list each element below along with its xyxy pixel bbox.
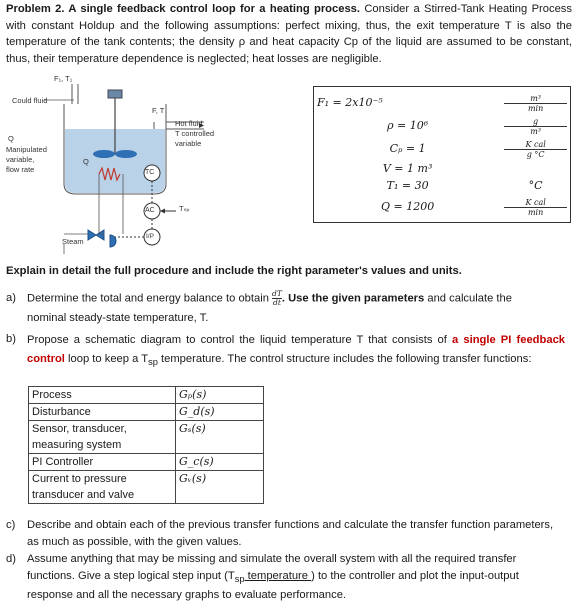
tf-name: PI Controller (29, 454, 176, 471)
hot-fluid-label: Hot fluid (175, 119, 203, 128)
param-heat: Q = 1200 (380, 200, 435, 214)
param-heat-capacity: Cₚ = 1 (389, 141, 426, 155)
manipulated-variable-label-2: variable, (6, 155, 35, 164)
param-row-density (314, 115, 570, 137)
tf-name: Process (29, 387, 176, 404)
instruction-text: Explain in detail the full procedure and include the right parameter's values and units. (6, 265, 462, 277)
controlled-variable-label-2: variable (175, 139, 202, 148)
tf-row (29, 421, 264, 454)
process-diagram (4, 74, 314, 254)
manipulated-variable-label-3: flow rate (6, 165, 35, 174)
tf-name: Current to pressure transducer and valve (29, 471, 176, 504)
tf-value: Gₚ(s) (176, 387, 264, 404)
tf-row (29, 454, 264, 471)
parameters-box (313, 86, 571, 223)
param-heat-capacity-unit: K cal g °C (501, 137, 570, 161)
parameters-table (314, 91, 570, 220)
tf-value: G_c(s) (176, 454, 264, 471)
problem-statement (6, 1, 572, 67)
param-density: ρ = 10⁶ (387, 118, 429, 132)
analyzer-controller-label: AC (145, 207, 155, 214)
problem-intro: Consider a Stirred-Tank Heating Process with constant Holdup and the following assumptions: perfect mixing, thus, the exit temperature T is also the temperature of the tank contents; the density ρ and heat capacity Cp of the liquid are assumed to be constant, thus, their temperature dependence is neglected; heat losses are negligible. (6, 3, 572, 65)
part-c-label: c) (6, 519, 16, 531)
param-row-heat-capacity (314, 137, 570, 161)
part-c-text: Describe and obtain each of the previous transfer functions and calculate the transfer function parameters, as much as possible, with the given values. (27, 519, 554, 548)
stirred-tank-diagram (4, 74, 314, 254)
param-row-inlet-temp (314, 178, 570, 196)
tf-row (29, 387, 264, 404)
temperature-controller-label: TC (145, 169, 155, 176)
setpoint-label: Tₛₚ (179, 204, 190, 213)
transfer-function-table (28, 386, 264, 504)
part-d-label: d) (6, 553, 16, 565)
param-volume: V = 1 m³ (382, 162, 433, 175)
tf-row (29, 471, 264, 504)
part-b-label: b) (6, 333, 16, 345)
param-heat-unit: K cal min (501, 196, 570, 220)
steam-label: Steam (62, 237, 84, 246)
param-density-unit: g m³ (501, 115, 570, 137)
param-flow: F₁ = 2x10⁻⁵ (317, 95, 383, 109)
param-inlet-temp: T₁ = 30 (386, 179, 429, 193)
heat-q-label: Q (8, 134, 14, 143)
tf-name: Sensor, transducer, measuring system (29, 421, 176, 454)
cold-fluid-label: Could fluid (12, 96, 48, 105)
param-flow-unit: m³ min (501, 91, 570, 115)
tf-value: G_d(s) (176, 404, 264, 421)
tf-value: Gₛ(s) (176, 421, 264, 454)
ip-transducer-label: I/P (146, 233, 154, 240)
part-a-text: Determine the total and energy balance to obtain $\frac{dT}{dt}$ . Use the given parameters and calculate the nominal steady-state temperature, T. (27, 289, 512, 324)
tank-outlet-label: F, T (152, 106, 165, 115)
tf-value: Gᵥ(s) (176, 471, 264, 504)
param-inlet-temp-unit: °C (528, 179, 543, 193)
heater-q-label: Q (83, 157, 89, 166)
param-row-volume (314, 161, 570, 178)
part-b-text: Propose a schematic diagram to control the liquid temperature T that consists of a single PI feedback control loop to keep a $T_{sp}$ temperature. The control structure includes the following transfer functions: (27, 334, 566, 367)
dtdt-fraction: $\frac{dT}{dt}$ (272, 289, 282, 307)
param-row-flow (314, 91, 570, 115)
controlled-variable-label-1: T controlled (175, 129, 215, 138)
param-row-heat (314, 196, 570, 220)
tf-row (29, 404, 264, 421)
problem-title: Problem 2. A single feedback control loop for a heating process. (6, 3, 361, 15)
inlet-label: F₁, T₁ (54, 74, 73, 83)
part-d-text: Assume anything that may be missing and simulate the overall system with all the required transfer functions. Give a step logical step input ($T_{sp}$ temperature ) to the controller and plot the input-output response and all the necessary graphs to evaluate performance. (27, 553, 519, 602)
manipulated-variable-label-1: Manipulated (6, 145, 47, 154)
tf-name: Disturbance (29, 404, 176, 421)
part-a-label: a) (6, 292, 16, 304)
